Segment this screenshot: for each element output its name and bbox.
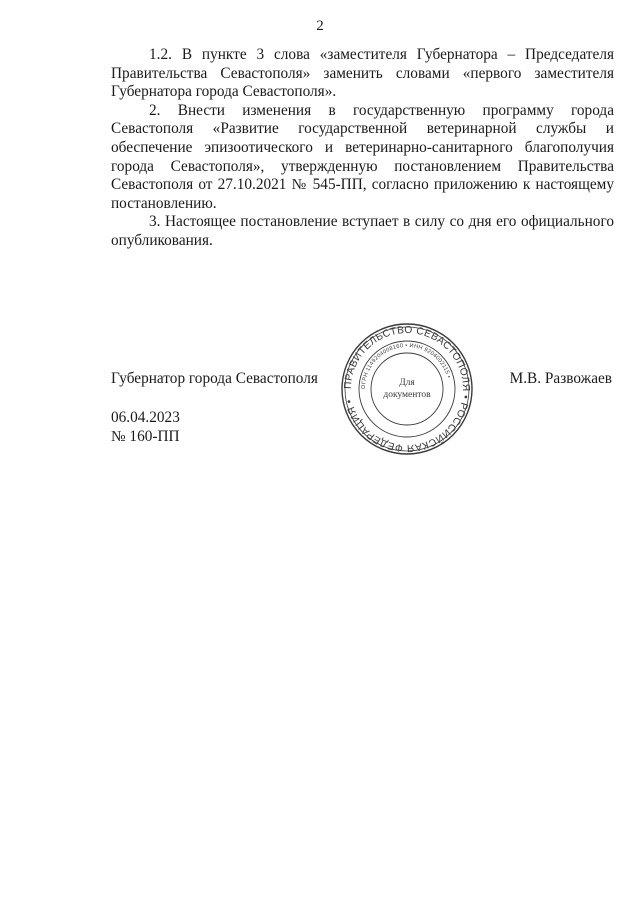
signatory-title: Губернатор города Севастополя — [111, 370, 318, 387]
document-body — [111, 46, 614, 251]
paragraph-2: 2. Внести изменения в государственную программу города Севастополя «Развитие государственной ветеринарной службы и обеспечение эпизоотического и ветеринарно-санитарного благополучия города Севастополя», утвержденную постановлением Правительства Севастополя от 27.10.2021 № 545-ПП, согласно приложению к настоящему постановлению. — [111, 101, 614, 212]
document-number: № 160-ПП — [111, 428, 180, 445]
official-seal-stamp — [340, 322, 474, 456]
paragraph-1-2: 1.2. В пункте 3 слова «заместителя Губернатора – Председателя Правительства Севастополя» заменить словами «первого заместителя Губернатора города Севастополя». — [111, 46, 614, 101]
seal-middle-border — [359, 341, 455, 437]
page-number: 2 — [316, 18, 324, 34]
signatory-name: М.В. Развожаев — [509, 370, 612, 387]
seal-inner-ring-textpath: ОГРН 1149204008160 • ИНН 9204002115 • — [360, 342, 452, 390]
seal-center-line2: документов — [383, 390, 431, 400]
paragraph-3: 3. Настоящее постановление вступает в силу со дня его официального опубликования. — [111, 213, 614, 249]
seal-outer-ring-textpath: ПРАВИТЕЛЬСТВО СЕВАСТОПОЛЯ • РОССИЙСКАЯ ФЕДЕРАЦИЯ • — [342, 324, 472, 454]
seal-inner-border — [371, 353, 443, 425]
seal-center-line1: Для — [399, 378, 415, 388]
document-date: 06.04.2023 — [111, 409, 180, 426]
